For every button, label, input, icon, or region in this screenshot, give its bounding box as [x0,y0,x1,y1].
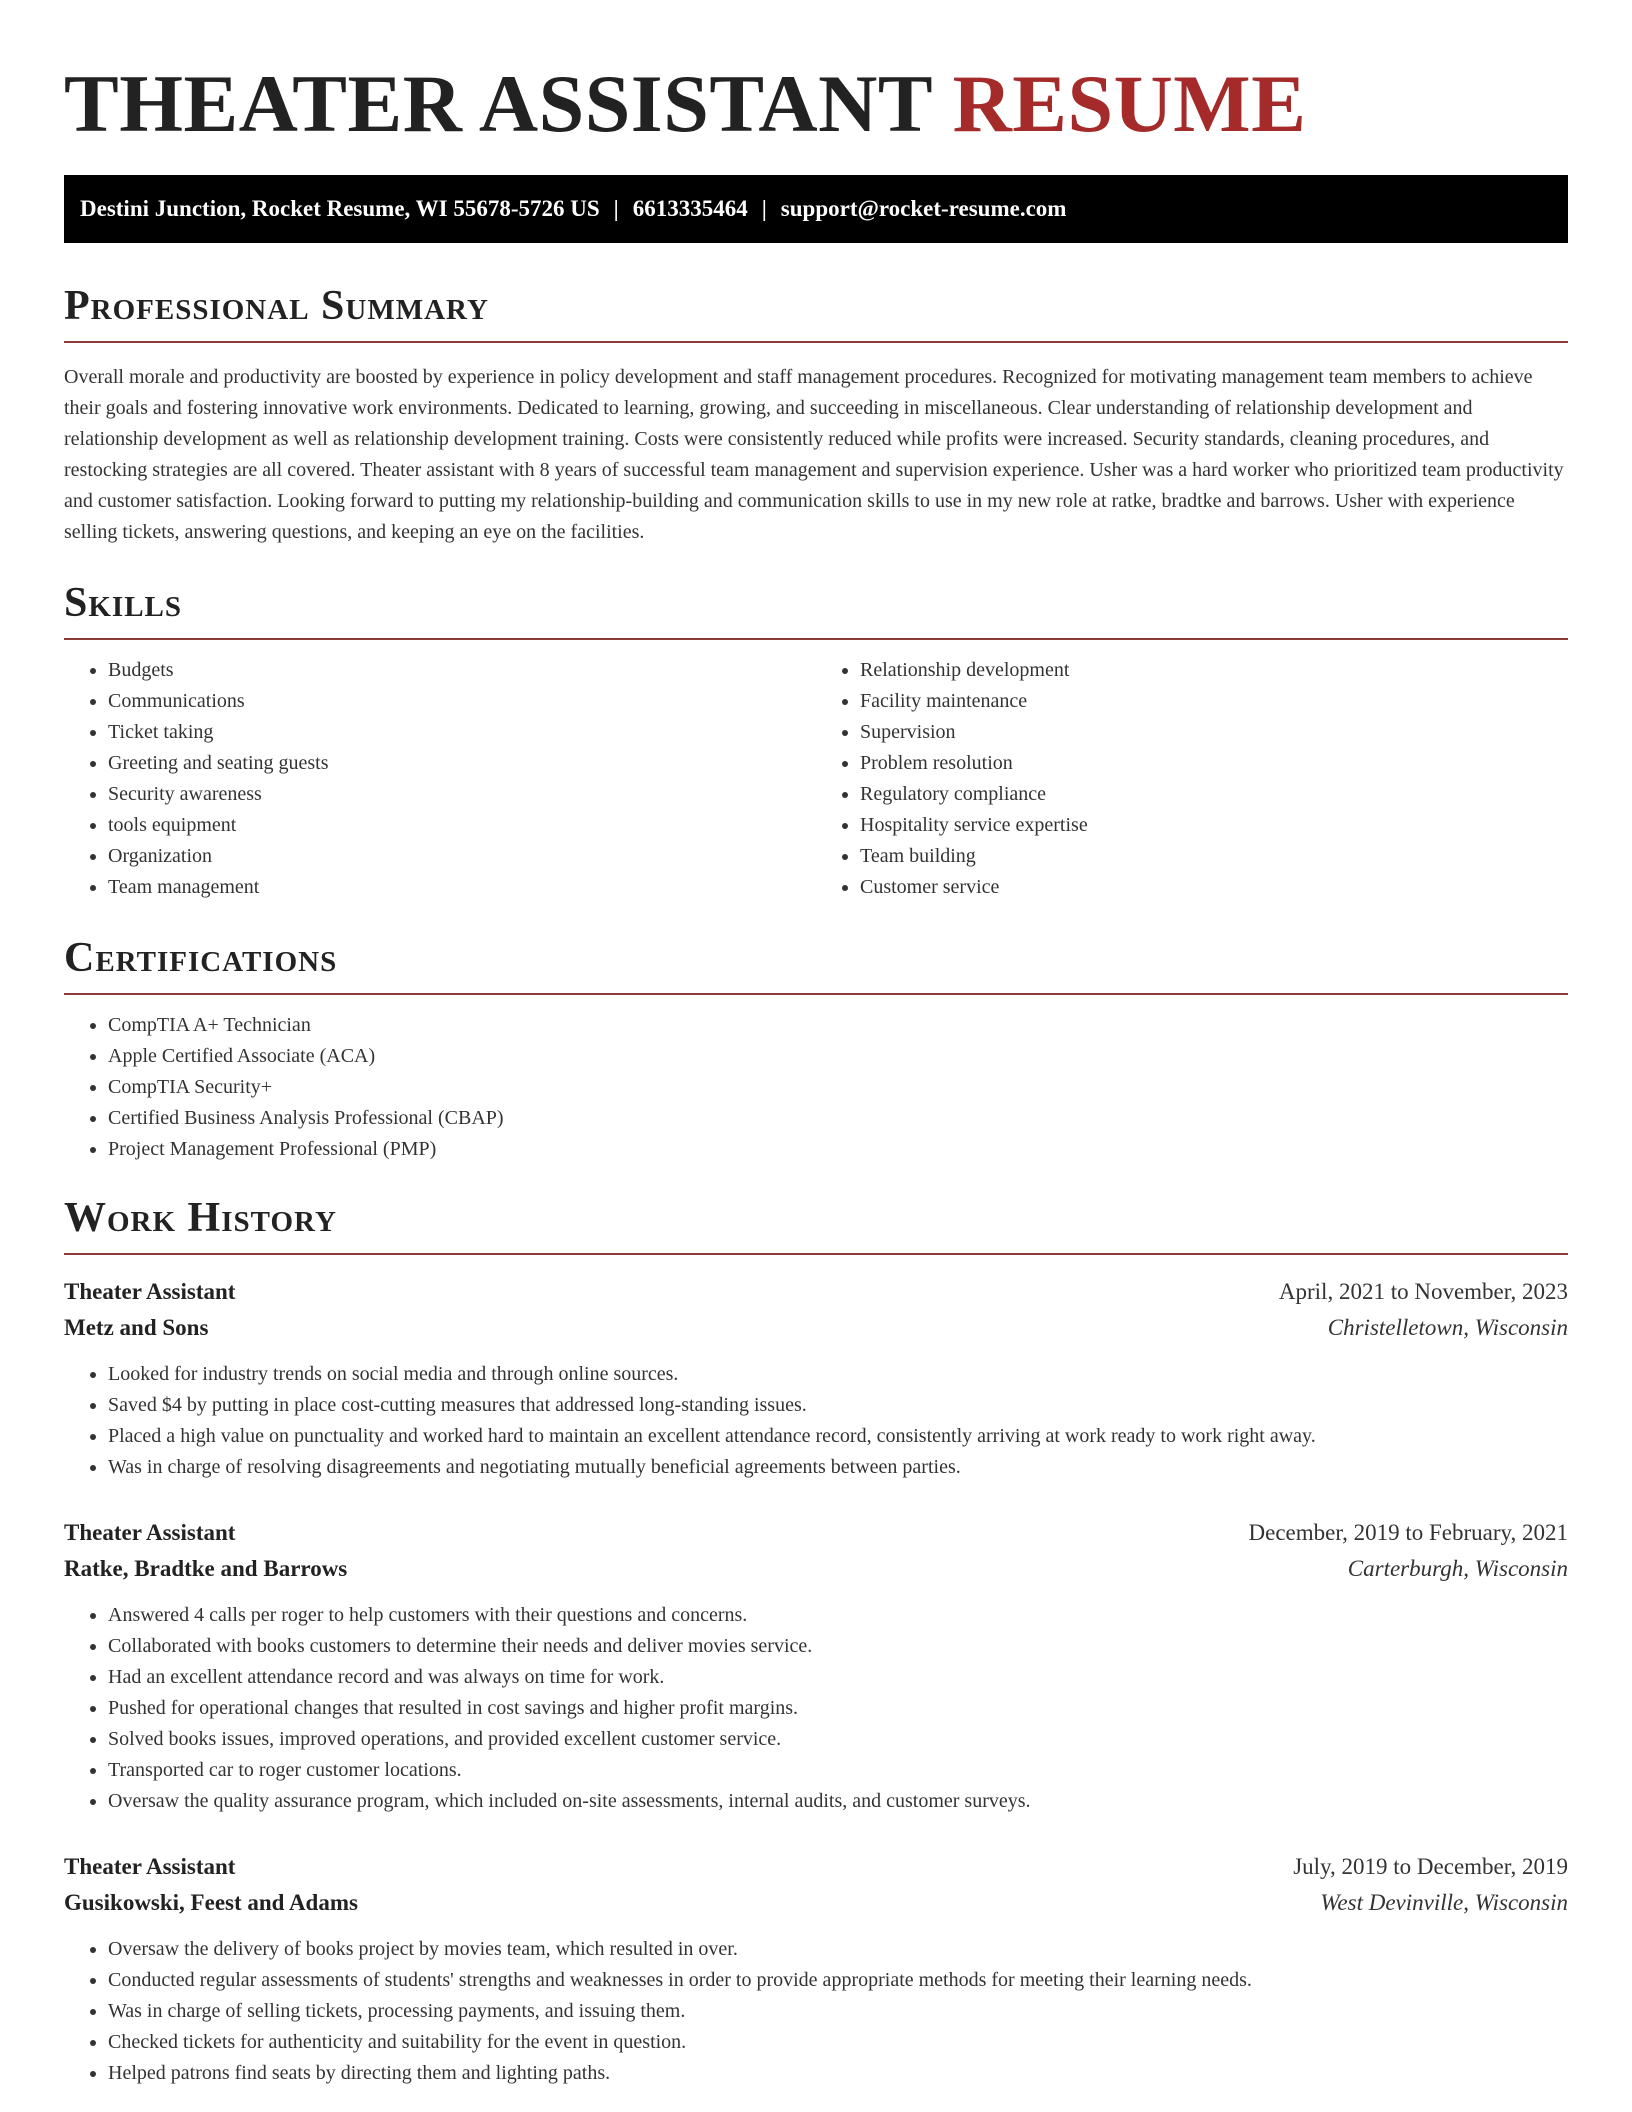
skill-item: • Ticket taking [108,717,816,748]
job-row-primary [64,1274,1568,1310]
job-location: Christelletown, Wisconsin [1327,1315,1568,1340]
job-bullet: • Solved books issues, improved operations, and provided excellent customer service. [108,1724,1568,1755]
skill-item: • Regulatory compliance [860,779,1568,810]
skill-item: • tools equipment [108,810,816,841]
job-bullet: • Conducted regular assessments of students' strengths and weaknesses in order to provide appropriate methods for meeting their learning needs. [108,1965,1568,1996]
certification-item: • Certified Business Analysis Professional (CBAP) [108,1103,1568,1134]
summary-heading: Professional Summary [64,281,1568,343]
contact-phone: 6613335464 [632,196,748,221]
contact-separator: | [761,196,767,221]
job-row-primary [64,1515,1568,1551]
skills-list-left [64,655,816,903]
skill-item: • Security awareness [108,779,816,810]
certification-item: • Project Management Professional (PMP) [108,1134,1568,1165]
job-bullet: • Oversaw the delivery of books project by movies team, which resulted in over. [108,1934,1568,1965]
job-bullet: • Collaborated with books customers to determine their needs and deliver movies service. [108,1631,1568,1662]
skill-item: • Customer service [860,872,1568,903]
job-dates: July, 2019 to December, 2019 [1293,1854,1568,1879]
job-bullet: • Was in charge of selling tickets, processing payments, and issuing them. [108,1996,1568,2027]
certification-item: • CompTIA A+ Technician [108,1010,1568,1041]
summary-text: Overall morale and productivity are boosted by experience in policy development and staff management procedures. Recognized for motivating management team members to achieve their goals and fostering innovative work environments. Dedicated to learning, growing, and succeeding in miscellaneous. Clear understanding of relationship development and relationship development as well as relationship development training. Costs were consistently reduced while profits were increased. Security standards, cleaning procedures, and restocking strategies are all covered. Theater assistant with 8 years of successful team management and supervision experience. Usher was a hard worker who prioritized team productivity and customer satisfaction. Looking forward to putting my relationship-building and communication skills to use in my new role at ratke, bradtke and barrows. Usher with experience selling tickets, answering questions, and keeping an eye on the facilities. [64,366,1564,543]
skill-item: • Communications [108,686,816,717]
job-location: West Devinville, Wisconsin [1320,1890,1568,1915]
job-title: Theater Assistant [64,1279,236,1304]
job-row-secondary [64,1551,1568,1587]
job-bullet: • Looked for industry trends on social media and through online sources. [108,1359,1568,1390]
skill-item: • Problem resolution [860,748,1568,779]
job-bullet: • Had an excellent attendance record and was always on time for work. [108,1662,1568,1693]
skills-heading: Skills [64,578,1568,640]
job-bullet: • Answered 4 calls per roger to help customers with their questions and concerns. [108,1600,1568,1631]
job-bullet: • Oversaw the quality assurance program, which included on-site assessments, internal audits, and customer surveys. [108,1786,1568,1817]
job-entry [64,1274,1568,1483]
job-row-secondary [64,1885,1568,1921]
work-history-heading: Work History [64,1193,1568,1255]
contact-bar [64,175,1568,243]
job-bullet: • Pushed for operational changes that resulted in cost savings and higher profit margins. [108,1693,1568,1724]
skill-item: • Budgets [108,655,816,686]
job-bullet: • Transported car to roger customer locations. [108,1755,1568,1786]
job-bullets [64,1934,1568,2089]
job-location: Carterburgh, Wisconsin [1347,1556,1568,1581]
job-row-secondary [64,1310,1568,1346]
contact-address: Destini Junction, Rocket Resume, WI 55678-5726 US [80,196,600,221]
skill-item: • Greeting and seating guests [108,748,816,779]
title-main: THEATER ASSISTANT [64,58,932,149]
certifications-heading: Certifications [64,933,1568,995]
skill-item: • Hospitality service expertise [860,810,1568,841]
skills-list-right [816,655,1568,903]
job-company: Ratke, Bradtke and Barrows [64,1556,348,1581]
contact-email: support@rocket-resume.com [780,196,1067,221]
job-bullet: • Checked tickets for authenticity and suitability for the event in question. [108,2027,1568,2058]
job-entry [64,1515,1568,1817]
contact-separator: | [613,196,619,221]
skill-item: • Supervision [860,717,1568,748]
job-dates: April, 2021 to November, 2023 [1278,1279,1568,1304]
job-company: Gusikowski, Feest and Adams [64,1890,358,1915]
certification-item: • Apple Certified Associate (ACA) [108,1041,1568,1072]
skill-item: • Team building [860,841,1568,872]
job-title: Theater Assistant [64,1520,236,1545]
job-row-primary [64,1849,1568,1885]
skills-columns [64,655,1568,903]
job-title: Theater Assistant [64,1854,236,1879]
job-bullet: • Saved $4 by putting in place cost-cutting measures that addressed long-standing issues. [108,1390,1568,1421]
job-dates: December, 2019 to February, 2021 [1248,1520,1568,1545]
job-bullets [64,1359,1568,1483]
certification-item: • CompTIA Security+ [108,1072,1568,1103]
job-bullet: • Was in charge of resolving disagreements and negotiating mutually beneficial agreements between parties. [108,1452,1568,1483]
skill-item: • Facility maintenance [860,686,1568,717]
title-accent: RESUME [952,58,1307,149]
job-bullet: • Helped patrons find seats by directing them and lighting paths. [108,2058,1568,2089]
job-bullet: • Placed a high value on punctuality and worked hard to maintain an excellent attendance record, consistently arriving at work ready to work right away. [108,1421,1568,1452]
resume-title [64,0,1568,150]
job-entry [64,1849,1568,2089]
job-company: Metz and Sons [64,1315,209,1340]
job-bullets [64,1600,1568,1817]
skill-item: • Organization [108,841,816,872]
certifications-list [64,1010,1568,1165]
skill-item: • Relationship development [860,655,1568,686]
skill-item: • Team management [108,872,816,903]
